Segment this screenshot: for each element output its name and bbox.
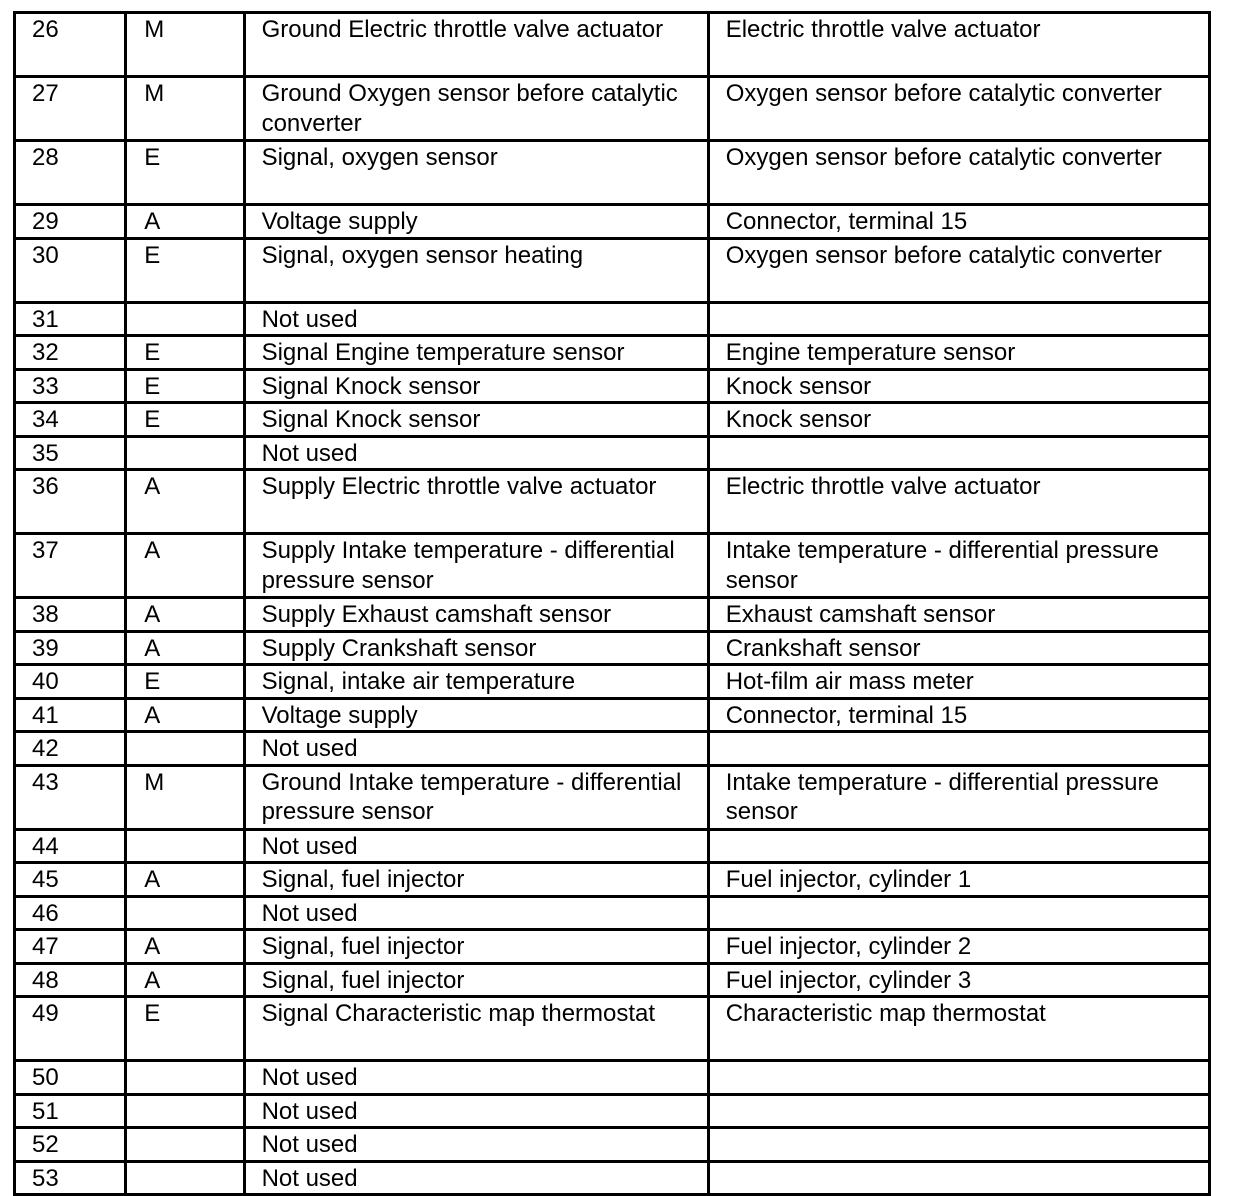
signal-type-cell	[126, 829, 244, 863]
pin-number-cell: 29	[15, 205, 126, 239]
component-cell: Electric throttle valve actuator	[708, 470, 1209, 534]
component-cell: Connector, terminal 15	[708, 205, 1209, 239]
function-description-cell: Signal, oxygen sensor	[244, 141, 708, 205]
component-cell	[708, 732, 1209, 766]
signal-type-cell: A	[126, 698, 244, 732]
signal-type-cell	[126, 1161, 244, 1195]
pin-number-cell: 28	[15, 141, 126, 205]
signal-type-cell: M	[126, 77, 244, 141]
table-row	[15, 1061, 1210, 1095]
signal-type-cell	[126, 1061, 244, 1095]
signal-type-cell: E	[126, 238, 244, 302]
component-cell: Intake temperature - differential pressure sensor	[708, 534, 1209, 598]
pin-number-cell: 35	[15, 436, 126, 470]
signal-type-cell: E	[126, 141, 244, 205]
signal-type-cell	[126, 896, 244, 930]
component-cell: Oxygen sensor before catalytic converter	[708, 238, 1209, 302]
component-cell	[708, 1161, 1209, 1195]
signal-type-cell: M	[126, 13, 244, 77]
table-row	[15, 732, 1210, 766]
pin-number-cell: 51	[15, 1094, 126, 1128]
signal-type-cell: A	[126, 863, 244, 897]
function-description-cell: Ground Oxygen sensor before catalytic converter	[244, 77, 708, 141]
pin-assignment-body	[15, 13, 1210, 1195]
pin-number-cell: 49	[15, 997, 126, 1061]
signal-type-cell: M	[126, 765, 244, 829]
table-row	[15, 997, 1210, 1061]
function-description-cell: Signal, intake air temperature	[244, 665, 708, 699]
signal-type-cell: A	[126, 470, 244, 534]
function-description-cell: Signal Engine temperature sensor	[244, 336, 708, 370]
pin-number-cell: 43	[15, 765, 126, 829]
component-cell: Crankshaft sensor	[708, 631, 1209, 665]
table-row	[15, 829, 1210, 863]
component-cell: Oxygen sensor before catalytic converter	[708, 141, 1209, 205]
component-cell	[708, 1128, 1209, 1162]
function-description-cell: Signal, fuel injector	[244, 863, 708, 897]
pin-number-cell: 42	[15, 732, 126, 766]
table-row	[15, 698, 1210, 732]
signal-type-cell: A	[126, 205, 244, 239]
function-description-cell: Voltage supply	[244, 698, 708, 732]
signal-type-cell: A	[126, 631, 244, 665]
table-row	[15, 665, 1210, 699]
pin-number-cell: 26	[15, 13, 126, 77]
table-row	[15, 369, 1210, 403]
component-cell: Intake temperature - differential pressure sensor	[708, 765, 1209, 829]
table-row	[15, 534, 1210, 598]
component-cell	[708, 302, 1209, 336]
pin-number-cell: 52	[15, 1128, 126, 1162]
component-cell	[708, 1061, 1209, 1095]
table-row	[15, 1161, 1210, 1195]
signal-type-cell: A	[126, 930, 244, 964]
table-row	[15, 631, 1210, 665]
pin-number-cell: 44	[15, 829, 126, 863]
pin-number-cell: 39	[15, 631, 126, 665]
function-description-cell: Supply Intake temperature - differential pressure sensor	[244, 534, 708, 598]
table-row	[15, 470, 1210, 534]
signal-type-cell: E	[126, 336, 244, 370]
pin-number-cell: 31	[15, 302, 126, 336]
table-row	[15, 238, 1210, 302]
table-row	[15, 13, 1210, 77]
pin-number-cell: 34	[15, 403, 126, 437]
table-row	[15, 403, 1210, 437]
table-row	[15, 336, 1210, 370]
pin-number-cell: 32	[15, 336, 126, 370]
component-cell: Knock sensor	[708, 369, 1209, 403]
function-description-cell: Signal Knock sensor	[244, 403, 708, 437]
signal-type-cell	[126, 302, 244, 336]
function-description-cell: Ground Electric throttle valve actuator	[244, 13, 708, 77]
function-description-cell: Supply Electric throttle valve actuator	[244, 470, 708, 534]
pin-assignment-table	[13, 11, 1211, 1196]
function-description-cell: Not used	[244, 1128, 708, 1162]
pin-number-cell: 50	[15, 1061, 126, 1095]
component-cell: Engine temperature sensor	[708, 336, 1209, 370]
component-cell: Exhaust camshaft sensor	[708, 598, 1209, 632]
function-description-cell: Not used	[244, 829, 708, 863]
function-description-cell: Not used	[244, 1094, 708, 1128]
signal-type-cell	[126, 436, 244, 470]
function-description-cell: Not used	[244, 732, 708, 766]
signal-type-cell: A	[126, 598, 244, 632]
table-row	[15, 1094, 1210, 1128]
function-description-cell: Not used	[244, 1161, 708, 1195]
table-row	[15, 302, 1210, 336]
table-row	[15, 141, 1210, 205]
signal-type-cell: E	[126, 403, 244, 437]
signal-type-cell: E	[126, 369, 244, 403]
pin-number-cell: 53	[15, 1161, 126, 1195]
function-description-cell: Supply Exhaust camshaft sensor	[244, 598, 708, 632]
function-description-cell: Signal Knock sensor	[244, 369, 708, 403]
pin-number-cell: 27	[15, 77, 126, 141]
signal-type-cell: A	[126, 963, 244, 997]
function-description-cell: Signal Characteristic map thermostat	[244, 997, 708, 1061]
pin-number-cell: 40	[15, 665, 126, 699]
function-description-cell: Not used	[244, 896, 708, 930]
pin-number-cell: 41	[15, 698, 126, 732]
component-cell: Fuel injector, cylinder 3	[708, 963, 1209, 997]
table-row	[15, 436, 1210, 470]
component-cell	[708, 1094, 1209, 1128]
table-row	[15, 598, 1210, 632]
component-cell: Hot-film air mass meter	[708, 665, 1209, 699]
signal-type-cell: E	[126, 997, 244, 1061]
function-description-cell: Voltage supply	[244, 205, 708, 239]
table-row	[15, 77, 1210, 141]
signal-type-cell	[126, 732, 244, 766]
component-cell: Connector, terminal 15	[708, 698, 1209, 732]
signal-type-cell: E	[126, 665, 244, 699]
function-description-cell: Signal, oxygen sensor heating	[244, 238, 708, 302]
function-description-cell: Not used	[244, 436, 708, 470]
pin-number-cell: 46	[15, 896, 126, 930]
signal-type-cell	[126, 1128, 244, 1162]
function-description-cell: Signal, fuel injector	[244, 963, 708, 997]
pin-number-cell: 47	[15, 930, 126, 964]
function-description-cell: Not used	[244, 302, 708, 336]
signal-type-cell: A	[126, 534, 244, 598]
pin-number-cell: 37	[15, 534, 126, 598]
component-cell: Characteristic map thermostat	[708, 997, 1209, 1061]
function-description-cell: Supply Crankshaft sensor	[244, 631, 708, 665]
pin-number-cell: 48	[15, 963, 126, 997]
pin-number-cell: 45	[15, 863, 126, 897]
pin-number-cell: 38	[15, 598, 126, 632]
table-row	[15, 896, 1210, 930]
function-description-cell: Ground Intake temperature - differential pressure sensor	[244, 765, 708, 829]
component-cell	[708, 829, 1209, 863]
component-cell: Knock sensor	[708, 403, 1209, 437]
table-row	[15, 963, 1210, 997]
component-cell: Fuel injector, cylinder 2	[708, 930, 1209, 964]
table-row	[15, 765, 1210, 829]
component-cell: Oxygen sensor before catalytic converter	[708, 77, 1209, 141]
table-row	[15, 930, 1210, 964]
component-cell: Electric throttle valve actuator	[708, 13, 1209, 77]
function-description-cell: Not used	[244, 1061, 708, 1095]
function-description-cell: Signal, fuel injector	[244, 930, 708, 964]
signal-type-cell	[126, 1094, 244, 1128]
pin-number-cell: 30	[15, 238, 126, 302]
pin-number-cell: 33	[15, 369, 126, 403]
component-cell	[708, 436, 1209, 470]
table-row	[15, 1128, 1210, 1162]
table-row	[15, 205, 1210, 239]
component-cell: Fuel injector, cylinder 1	[708, 863, 1209, 897]
table-row	[15, 863, 1210, 897]
pin-number-cell: 36	[15, 470, 126, 534]
component-cell	[708, 896, 1209, 930]
